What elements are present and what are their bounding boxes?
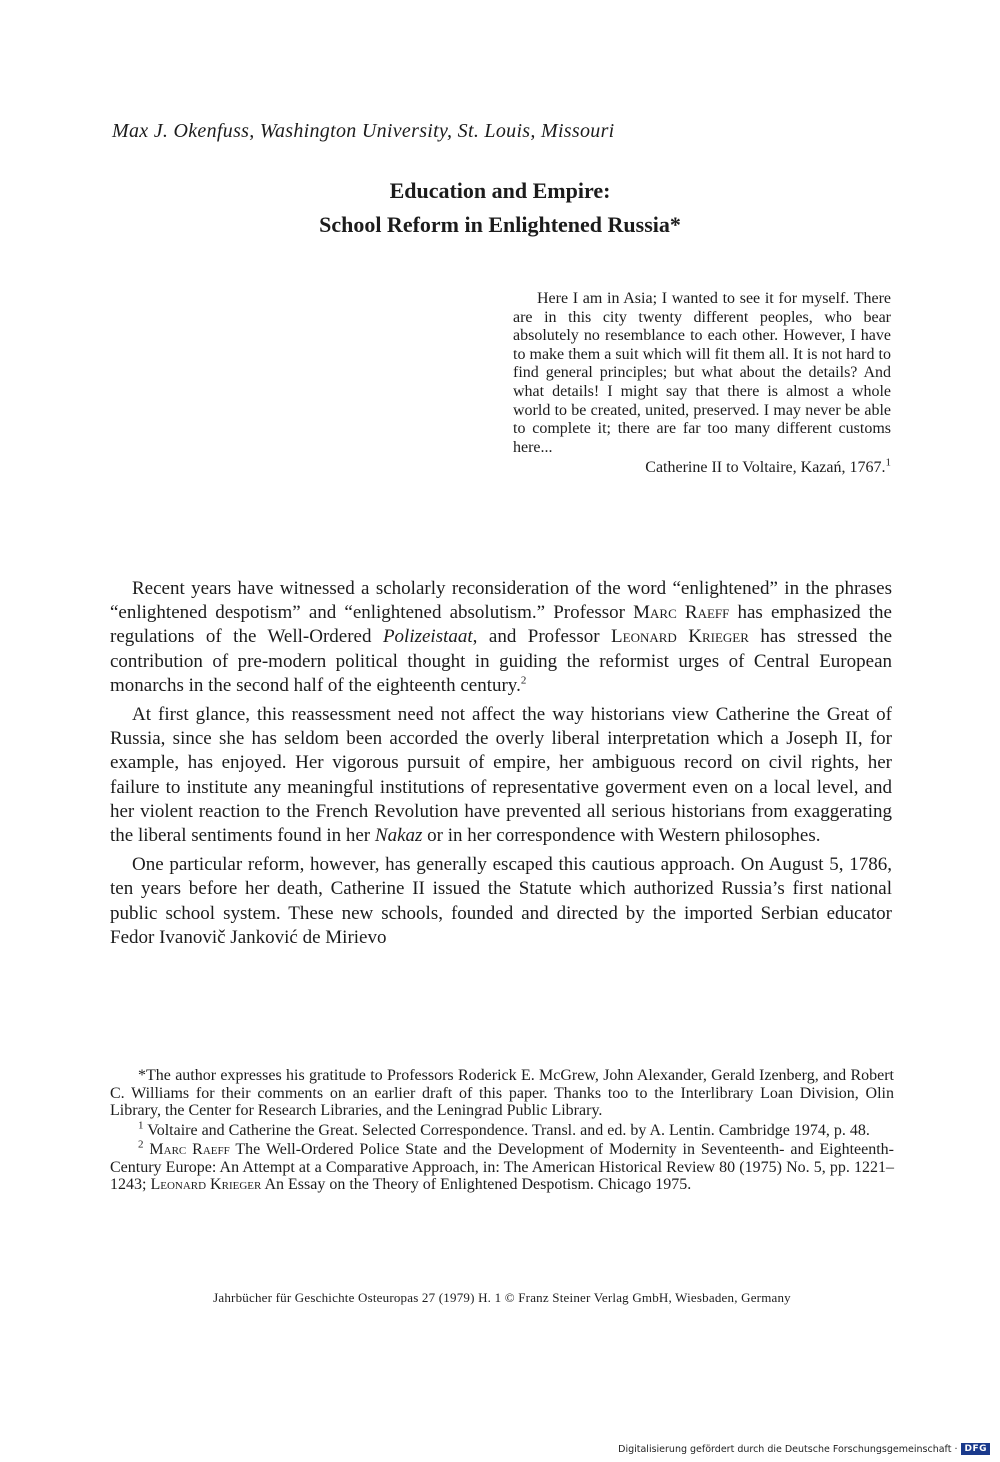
body-text-span: Recent years have witnessed a scholarly reconsideration of the word “enlightened” in the phrases “enlightened despotism” and “enlightened absolutism.” Professor bbox=[110, 578, 892, 624]
title-line-1: Education and Empire: bbox=[389, 178, 611, 203]
article-body bbox=[110, 577, 892, 950]
title-line-2: School Reform in Enlightened Russia* bbox=[319, 212, 681, 237]
epigraph-attribution bbox=[513, 459, 891, 478]
footnote-ref-1: 1 bbox=[885, 457, 891, 470]
digitization-credit bbox=[618, 1443, 990, 1455]
body-paragraph-1 bbox=[110, 577, 892, 698]
journal-citation-line: Jahrbücher für Geschichte Osteuropas 27 (1979) H. 1 © Franz Steiner Verlag GmbH, Wiesbaden, Germany bbox=[213, 1290, 791, 1305]
footnote-2-text-a: The Well-Ordered Police State and the Development of Modernity in Seventeenth- and Eighteenth-Century Europe: An Attempt at a Comparative Approach, in: The American Historical Review 80 (1975) No. 5, pp. 1221–1243; bbox=[110, 1141, 895, 1193]
body-text-span: has stressed the contribution of pre-modern political thought in guiding the reformist urges of Central European monarchs in the second half of the eighteenth century. bbox=[110, 626, 893, 696]
term-polizeistaat: Polizeistaat bbox=[382, 626, 473, 648]
epigraph-attribution-text: Catherine II to Voltaire, Kazań, 1767. bbox=[645, 459, 886, 477]
epigraph-text: Here I am in Asia; I wanted to see it for myself. There are in this city twenty different peoples, who bear absolutely no resemblance to each other. However, I have to make them a suit which will fit them all. It is not hard to find general principles; but what about the details? And what details! I might say that there is almost a whole world to be created, united, preserved. I may never be able to complete it; there are far too many different customs here... bbox=[513, 290, 891, 456]
epigraph-quote bbox=[513, 290, 891, 478]
footnote-2-text-b: An Essay on the Theory of Enlightened Despotism. Chicago 1975. bbox=[261, 1176, 692, 1193]
term-nakaz: Nakaz bbox=[374, 825, 423, 847]
digitization-text: Digitalisierung gefördert durch die Deutsche Forschungsgemeinschaft · bbox=[618, 1443, 958, 1455]
footnotes-section bbox=[110, 1067, 894, 1196]
body-paragraph-2 bbox=[110, 703, 892, 848]
footnote-2-marker: 2 bbox=[138, 1138, 144, 1151]
dfg-logo: DFG bbox=[961, 1443, 990, 1455]
author-affiliation-line: Max J. Okenfuss, Washington University, St. Louis, Missouri bbox=[112, 120, 615, 142]
article-title bbox=[150, 174, 850, 242]
body-text-span: or in her correspondence with Western philosophes. bbox=[422, 825, 821, 847]
footnote-2 bbox=[110, 1138, 895, 1194]
body-paragraph-3: One particular reform, however, has generally escaped this cautious approach. On August 5, 1786, ten years before her death, Catherine II issued the Statute which authorized Russia’s first national public school system. These new schools, founded and directed by the imported Serbian educator Fedor Ivanovič Janković de Mirievo bbox=[110, 854, 892, 948]
footnote-2-author-raeff: Marc Raeff bbox=[149, 1141, 230, 1158]
footnote-star: *The author expresses his gratitude to Professors Roderick E. McGrew, John Alexander, Gerald Izenberg, and Robert C. Williams for their comments on an earlier draft of this paper. Thanks too to the Interlibrary Loan Division, Olin Library, the Center for Research Libraries, and the Leningrad Public Library. bbox=[110, 1067, 894, 1119]
footnote-1-marker: 1 bbox=[138, 1119, 144, 1132]
body-text-span: At first glance, this reassessment need not affect the way historians view Catherine the Great of Russia, since she has seldom been accorded the overly liberal interpretation which a Joseph II, for example, has enjoyed. Her vigorous pursuit of empire, her ambiguous record on civil rights, her failure to institute any meaningful institutions of representative goverment even on a local level, and her violent reaction to the French Revolution have prevented all serious historians from exaggerating the liberal sentiments found in her bbox=[110, 704, 892, 847]
footnote-ref-2: 2 bbox=[520, 674, 527, 687]
body-text-span: , and Professor bbox=[472, 626, 612, 648]
footnote-1-text: Voltaire and Catherine the Great. Selected Correspondence. Transl. and ed. by A. Lentin. Cambridge 1974, p. 48. bbox=[143, 1121, 870, 1139]
author-name-raeff: Marc Raeff bbox=[633, 602, 730, 624]
body-text-span: has emphasized the regulations of the Well-Ordered bbox=[110, 602, 892, 648]
footnote-1 bbox=[110, 1119, 894, 1140]
author-name-krieger: Leonard Krieger bbox=[611, 626, 749, 648]
footnote-2-author-krieger: Leonard Krieger bbox=[150, 1176, 262, 1193]
